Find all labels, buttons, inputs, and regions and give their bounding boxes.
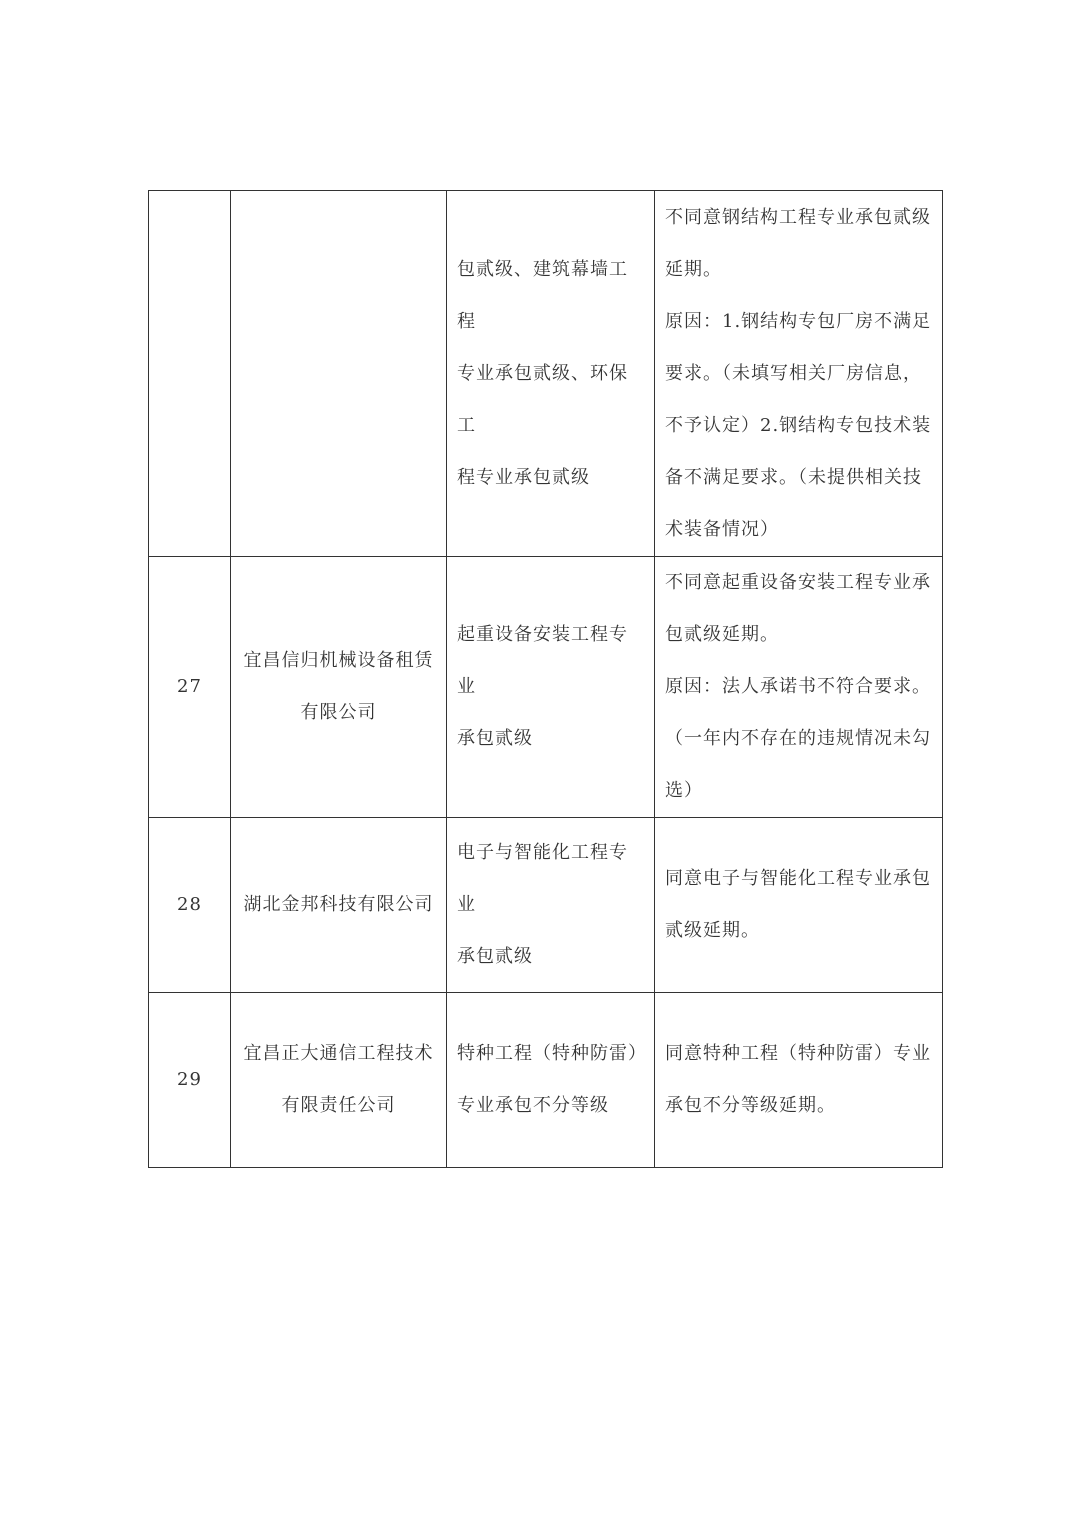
qualification-line: 起重设备安装工程专业: [457, 624, 628, 697]
opinion-line: 术装备情况）: [665, 519, 779, 540]
qualification-table: [148, 190, 943, 1168]
opinion-line: 贰级延期。: [665, 920, 760, 941]
company-line: 有限公司: [300, 702, 377, 723]
row-number-cell: 27: [149, 557, 231, 818]
opinion-cell: [655, 818, 943, 993]
company-cell: [231, 557, 447, 818]
opinion-cell: [655, 191, 943, 557]
opinion-line: 选）: [665, 780, 703, 801]
table-row: [149, 993, 943, 1168]
qualification-line: 专业承包不分等级: [457, 1095, 609, 1116]
opinion-cell: [655, 993, 943, 1168]
opinion-line: 同意电子与智能化工程专业承包: [665, 868, 931, 889]
qualification-line: 程专业承包贰级: [457, 467, 590, 488]
row-number-cell: 28: [149, 818, 231, 993]
qualification-line: 特种工程（特种防雷）: [457, 1043, 647, 1064]
qualification-line: 电子与智能化工程专业: [457, 842, 628, 915]
opinion-line: 要求。（未填写相关厂房信息，: [665, 363, 922, 384]
qualification-cell: [447, 191, 655, 557]
company-cell: [231, 993, 447, 1168]
opinion-cell: [655, 557, 943, 818]
qualification-line: 包贰级、建筑幕墙工程: [457, 259, 628, 332]
company-cell: [231, 191, 447, 557]
qualification-cell: [447, 818, 655, 993]
qualification-cell: [447, 993, 655, 1168]
table-row: [149, 557, 943, 818]
qualification-line: 专业承包贰级、环保工: [457, 363, 628, 436]
qualification-line: 承包贰级: [457, 728, 533, 749]
qualification-line: 承包贰级: [457, 946, 533, 967]
opinion-line: 不同意钢结构工程专业承包贰级: [665, 207, 931, 228]
table-row: [149, 818, 943, 993]
company-line: 宜昌正大通信工程技术: [243, 1043, 434, 1064]
company-cell: [231, 818, 447, 993]
opinion-line: 同意特种工程（特种防雷）专业: [665, 1043, 931, 1064]
company-line: 宜昌信归机械设备租赁: [243, 650, 434, 671]
opinion-line: 承包不分等级延期。: [665, 1095, 836, 1116]
table-row: [149, 191, 943, 557]
row-number-cell: 29: [149, 993, 231, 1168]
opinion-line: 不同意起重设备安装工程专业承: [665, 572, 931, 593]
opinion-line: （一年内不存在的违规情况未勾: [665, 728, 931, 749]
opinion-line: 备不满足要求。（未提供相关技: [665, 467, 922, 488]
opinion-line: 原因：1.钢结构专包厂房不满足: [665, 311, 932, 332]
row-number-cell: [149, 191, 231, 557]
company-line: 湖北金邦科技有限公司: [243, 894, 434, 915]
company-line: 有限责任公司: [281, 1095, 396, 1116]
qualification-cell: [447, 557, 655, 818]
opinion-line: 不予认定）2.钢结构专包技术装: [665, 415, 932, 436]
opinion-line: 延期。: [665, 259, 722, 280]
opinion-line: 包贰级延期。: [665, 624, 779, 645]
opinion-line: 原因：法人承诺书不符合要求。: [665, 676, 931, 697]
